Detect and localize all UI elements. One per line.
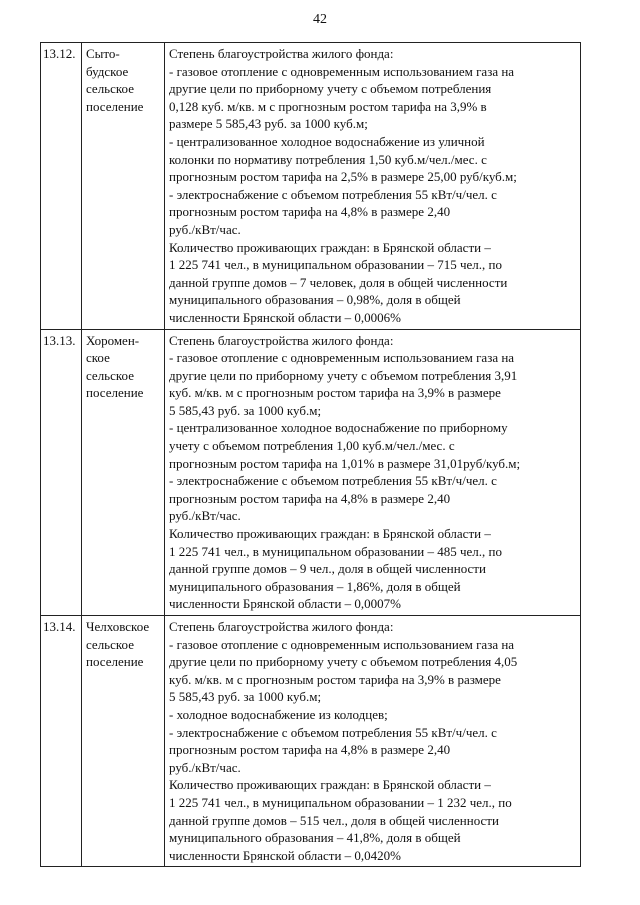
description-line: 5 585,43 руб. за 1000 куб.м; xyxy=(169,402,322,418)
description-line: другие цели по приборному учету с объемом потребления xyxy=(169,81,492,97)
description-line: прогнозным ростом тарифа на 4,8% в размере 2,40 xyxy=(169,742,451,758)
description-line: - газовое отопление с одновременным использованием газа на xyxy=(169,636,515,652)
table-row xyxy=(41,329,581,616)
housing-description xyxy=(165,616,581,867)
settlement-name xyxy=(82,616,165,867)
description-line: 1 225 741 чел., в муниципальном образовании – 485 чел., по xyxy=(169,543,502,559)
description-line: - централизованное холодное водоснабжение по приборному xyxy=(169,420,508,436)
municipality-table xyxy=(40,42,581,867)
settlement-name-line: Челховское xyxy=(86,619,150,634)
description-line: размере 5 585,43 руб. за 1000 куб.м; xyxy=(169,116,368,132)
description-line: Степень благоустройства жилого фонда: xyxy=(169,46,394,61)
description-line: куб. м/кв. м с прогнозным ростом тарифа на 3,9% в размере xyxy=(169,385,501,401)
description-line: прогнозным ростом тарифа на 2,5% в размере 25,00 руб/куб.м; xyxy=(169,169,517,185)
description-line: прогнозным ростом тарифа на 1,01% в размере 31,01руб/куб.м; xyxy=(169,455,521,471)
settlement-name-line: ское xyxy=(86,350,110,366)
housing-description xyxy=(165,329,581,616)
settlement-name-line: поселение xyxy=(86,385,144,401)
description-line: прогнозным ростом тарифа на 4,8% в размере 2,40 xyxy=(169,204,451,220)
housing-description xyxy=(165,43,581,330)
row-number: 13.13. xyxy=(41,329,82,616)
settlement-name-line: Хоромен- xyxy=(86,332,140,348)
description-line: численности Брянской области – 0,0420% xyxy=(169,847,401,863)
table-row xyxy=(41,616,581,867)
settlement-name-line: сельское xyxy=(86,367,134,383)
description-line: Степень благоустройства жилого фонда: xyxy=(169,619,394,634)
settlement-name xyxy=(82,43,165,330)
description-line: - газовое отопление с одновременным использованием газа на xyxy=(169,63,515,79)
description-line: руб./кВт/час. xyxy=(169,508,241,524)
description-line: муниципального образования – 0,98%, доля в общей xyxy=(169,292,461,308)
description-line: - централизованное холодное водоснабжение из уличной xyxy=(169,133,485,149)
description-line: - электроснабжение с объемом потребления 55 кВт/ч/чел. с xyxy=(169,724,497,740)
description-line: Количество проживающих граждан: в Брянской области – xyxy=(169,777,491,793)
settlement-name-line: поселение xyxy=(86,654,144,670)
description-line: Степень благоустройства жилого фонда: xyxy=(169,332,394,348)
description-line: другие цели по приборному учету с объемом потребления 3,91 xyxy=(169,367,518,383)
description-line: руб./кВт/час. xyxy=(169,759,241,775)
description-line: Количество проживающих граждан: в Брянской области – xyxy=(169,239,491,255)
description-line: муниципального образования – 41,8%, доля в общей xyxy=(169,830,461,846)
settlement-name xyxy=(82,329,165,616)
table-row xyxy=(41,43,581,330)
description-line: другие цели по приборному учету с объемом потребления 4,05 xyxy=(169,654,518,670)
description-line: - газовое отопление с одновременным использованием газа на xyxy=(169,350,515,366)
description-line: численности Брянской области – 0,0007% xyxy=(169,596,401,612)
row-number: 13.14. xyxy=(41,616,82,867)
description-line: учету с объемом потребления 1,00 куб.м/чел./мес. с xyxy=(169,438,455,454)
page-number: 42 xyxy=(313,12,327,27)
description-line: прогнозным ростом тарифа на 4,8% в размере 2,40 xyxy=(169,490,451,506)
description-line: муниципального образования – 1,86%, доля в общей xyxy=(169,578,461,594)
description-line: 5 585,43 руб. за 1000 куб.м; xyxy=(169,689,322,705)
row-number: 13.12. xyxy=(41,43,82,330)
description-line: руб./кВт/час. xyxy=(169,221,241,237)
description-line: колонки по нормативу потребления 1,50 куб.м/чел./мес. с xyxy=(169,151,487,167)
settlement-name-line: сельское xyxy=(86,81,134,97)
description-line: 1 225 741 чел., в муниципальном образовании – 1 232 чел., по xyxy=(169,794,512,810)
description-line: - электроснабжение с объемом потребления 55 кВт/ч/чел. с xyxy=(169,473,497,489)
description-line: данной группе домов – 7 человек, доля в общей численности xyxy=(169,274,508,290)
description-line: 0,128 куб. м/кв. м с прогнозным ростом тарифа на 3,9% в xyxy=(169,98,487,114)
settlement-name-line: сельское xyxy=(86,636,134,652)
description-line: - холодное водоснабжение из колодцев; xyxy=(169,706,388,722)
settlement-name-line: Сыто- xyxy=(86,46,120,61)
description-line: - электроснабжение с объемом потребления 55 кВт/ч/чел. с xyxy=(169,186,497,202)
description-line: данной группе домов – 515 чел., доля в общей численности xyxy=(169,812,499,828)
description-line: Количество проживающих граждан: в Брянской области – xyxy=(169,526,491,542)
description-line: 1 225 741 чел., в муниципальном образовании – 715 чел., по xyxy=(169,257,502,273)
description-line: численности Брянской области – 0,0006% xyxy=(169,309,401,325)
settlement-name-line: будское xyxy=(86,63,129,79)
description-line: куб. м/кв. м с прогнозным ростом тарифа на 3,9% в размере xyxy=(169,671,501,687)
description-line: данной группе домов – 9 чел., доля в общей численности xyxy=(169,561,486,577)
settlement-name-line: поселение xyxy=(86,98,144,114)
table-body xyxy=(41,43,581,867)
